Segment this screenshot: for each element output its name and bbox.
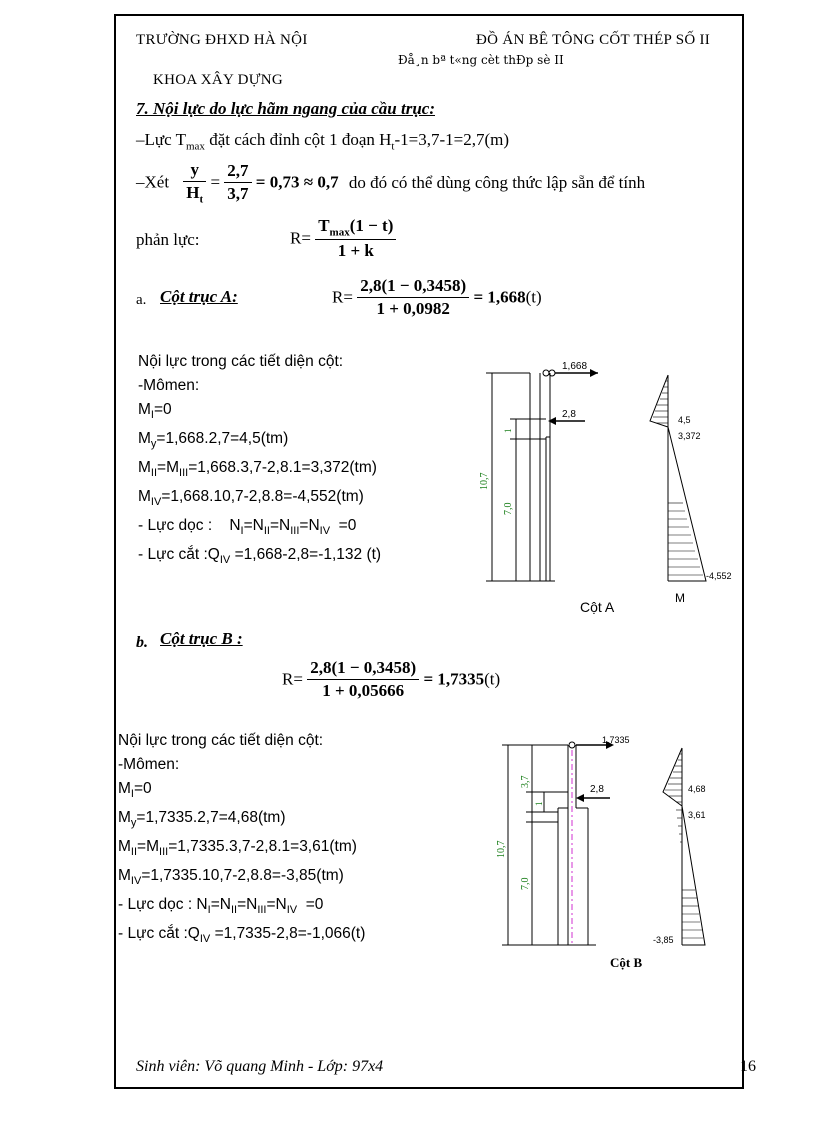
col-a-line: -Mômen: — [138, 377, 200, 394]
col-b-line: $M_{IV}=1,7335.10,7-2,8.8=-3,85(tm)$ — [118, 867, 344, 888]
a-m-3372: 3,372 — [678, 431, 701, 441]
col-b-line: Nội lực trong các tiết diện cột: — [118, 732, 324, 749]
b-force-top: 1,7335 — [602, 735, 630, 745]
col-b-line: $M_y=1,7335.2,7=4,68(tm)$ — [118, 809, 286, 830]
b-caption: Cột B — [610, 955, 643, 970]
col-b-heading: Cột trục B : — [160, 629, 243, 648]
col-a-line: - Lực cắt $:Q_{IV} =1,668-2,8=-1,132$ (t) — [138, 546, 382, 567]
col-b-diagram — [488, 730, 728, 975]
col-b-line: - Lực cắt $:Q_{IV} =1,7335-2,8=-1,066(t)$ — [118, 925, 366, 946]
faculty-name: KHOA XÂY DỰNG — [153, 72, 283, 88]
a-dim-lower: 7,0 — [503, 502, 514, 515]
ratio-fraction: $\frac{y}{H_t}$ — [183, 160, 206, 205]
b-m-bottom: -3,85 — [653, 935, 674, 945]
section-title: 7. Nội lực do lực hãm ngang của cầu trục: — [136, 99, 435, 118]
a-m-label: M — [675, 591, 685, 605]
col-a-line: $M_{II}=M_{III}=1,668.3,7-2,8.1=3,372(tm)$ — [138, 459, 377, 480]
col-b-results — [118, 729, 365, 952]
col-a-line: $M_y=1,668.2,7=4,5(tm)$ — [138, 430, 289, 451]
col-b-line: $M_{II}=M_{III}=1,7335.3,7-2,8.1=3,61(tm)$ — [118, 838, 357, 859]
col-a-line: $M_{IV}=1,668.10,7-2,8.8=-4,552(tm)$ — [138, 488, 364, 509]
tmax-line: –Lực $T_{max}$ đặt cách đỉnh cột 1 đoạn $H_t-1=3,7-1=2,7(m)$ — [136, 130, 510, 153]
col-b-line: -Mômen: — [118, 756, 180, 773]
col-b-prefix: b. — [136, 634, 148, 651]
col-a-heading: Cột trục A: — [160, 287, 238, 306]
col-a-line: Nội lực trong các tiết diện cột: — [138, 353, 344, 370]
a-force-mid: 2,8 — [562, 409, 576, 420]
col-a-prefix: a. — [136, 292, 147, 308]
b-m-468: 4,68 — [688, 784, 706, 794]
phanluc-label: phản lực: — [136, 230, 200, 249]
project-title: ĐỒ ÁN BÊ TÔNG CỐT THÉP SỐ II — [476, 32, 711, 48]
garbled-subtitle: Ðå¸n bª t«ng cèt thÐp sè II — [398, 53, 564, 67]
b-dim-lower: 7,0 — [520, 877, 531, 890]
col-a-formula: R= $\frac{2,8(1 - 0,3458)}{1 + 0,0982}$ = 1,668(t) — [332, 276, 542, 318]
a-dim-total: 10,7 — [479, 472, 490, 490]
a-m-bottom: -4,552 — [706, 571, 732, 581]
col-b-formula: R= $\frac{2,8(1 - 0,3458)}{1 + 0,05666}$ = 1,7335(t) — [282, 658, 501, 700]
ratio-line: –Xét $\frac{y}{H_t}$ = $\frac{2,7}{3,7}$ = 0,73 ≈ 0,7 do đó có thể dùng công thức lập sẵn để tính — [136, 160, 646, 206]
col-a-results — [138, 350, 381, 573]
b-force-mid: 2,8 — [590, 784, 604, 795]
col-b-line: $M_I=0$ — [118, 780, 152, 801]
b-dim-1: 1 — [534, 801, 544, 806]
b-dim-total: 10,7 — [496, 840, 507, 858]
a-m-45: 4,5 — [678, 415, 691, 425]
a-caption: Cột A — [580, 599, 615, 615]
col-a-line: $M_I=0$ — [138, 401, 172, 422]
value-fraction: $\frac{2,7}{3,7}$ — [224, 161, 251, 204]
page-number: 16 — [740, 1058, 756, 1075]
a-force-top: 1,668 — [562, 361, 588, 372]
general-formula: R= $\frac{T_{max}(1 - t)}{1 + k}$ — [290, 216, 396, 261]
b-dim-37: 3,7 — [520, 775, 531, 788]
col-a-diagram — [470, 355, 745, 620]
school-name: TRƯỜNG ĐHXD HÀ NỘI — [136, 32, 308, 48]
col-a-line: - Lực dọc : $N_I=N_{II}=N_{III}=N_{IV} =0$ — [138, 517, 357, 538]
a-dim-1: 1 — [503, 428, 513, 433]
b-m-361: 3,61 — [688, 810, 706, 820]
col-b-line: - Lực dọc : $N_I=N_{II}=N_{III}=N_{IV} =0$ — [118, 896, 324, 917]
student-info: Sinh viên: Võ quang Minh - Lớp: 97x4 — [136, 1058, 384, 1075]
